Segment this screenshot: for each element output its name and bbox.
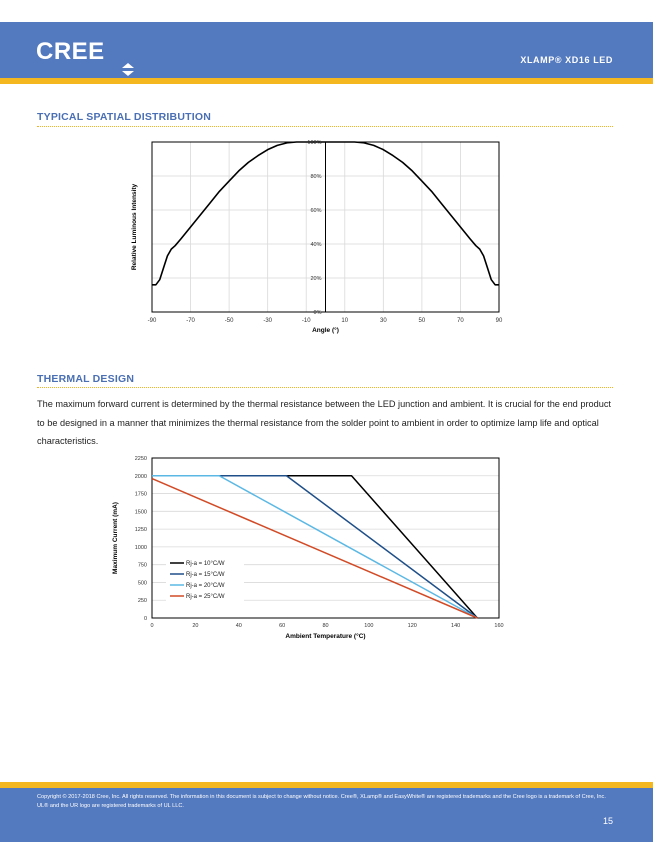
y-tick-label: 500	[137, 580, 147, 587]
section-title-spatial: TYPICAL SPATIAL DISTRIBUTION	[37, 111, 211, 123]
x-tick-label: 160	[494, 623, 504, 629]
y-tick-label: 2000	[134, 473, 147, 480]
y-tick-label: 750	[137, 562, 147, 569]
y-tick-label: 40%	[310, 242, 322, 248]
y-tick-label: 1500	[134, 509, 147, 516]
y-tick-label: 1000	[134, 544, 147, 551]
x-axis-label: Ambient Temperature (°C)	[285, 633, 366, 640]
y-tick-label: 2250	[134, 456, 147, 462]
thermal-derating-chart	[0, 450, 653, 650]
x-tick-label: -50	[224, 318, 234, 324]
page-number: 15	[602, 816, 613, 826]
y-axis-label: Relative Luminous Intensity	[131, 183, 138, 271]
x-tick-label: 20	[192, 623, 199, 629]
section-divider	[37, 387, 613, 388]
y-tick-label: 0%	[313, 310, 322, 316]
x-tick-label: 120	[407, 623, 417, 629]
x-tick-label: 80	[322, 623, 329, 629]
legend-label: Rj-a = 15°C/W	[186, 572, 225, 578]
cree-logo: CREE	[36, 38, 105, 65]
spatial-distribution-chart	[0, 130, 653, 370]
product-name: XLAMP® XD16 LED	[520, 55, 613, 65]
copyright-notice: Copyright © 2017-2018 Cree, Inc. All rights reserved. The information in this document is subject to change without notice. Cree®, XLamp® and EasyWhite® are registered trademarks and the Cree logo is a trademark of Cree, Inc. UL® and the UR logo are registered trademarks of UL LLC.	[37, 794, 606, 809]
legend-label: Rj-a = 10°C/W	[186, 561, 225, 567]
y-tick-label: 250	[137, 598, 147, 605]
header-stripe	[0, 78, 653, 84]
y-tick-label: 1250	[134, 527, 147, 534]
y-tick-label: 100%	[307, 140, 322, 146]
x-tick-label: -10	[301, 318, 311, 324]
x-axis-label: Angle (°)	[312, 327, 339, 334]
x-tick-label: -30	[263, 318, 273, 324]
x-tick-label: 100	[364, 623, 374, 629]
legend-label: Rj-a = 20°C/W	[186, 583, 225, 589]
header-band	[0, 22, 653, 78]
x-tick-label: -90	[147, 318, 157, 324]
x-tick-label: 0	[150, 623, 154, 629]
x-tick-label: 10	[341, 318, 349, 324]
y-tick-label: 20%	[310, 276, 322, 282]
y-tick-label: 80%	[310, 174, 322, 180]
x-tick-label: 30	[379, 318, 387, 324]
cree-logo-mark-icon	[121, 63, 135, 77]
y-axis-label: Maximum Current (mA)	[112, 502, 119, 574]
y-tick-label: 0	[143, 616, 147, 622]
x-tick-label: 140	[451, 623, 461, 629]
x-tick-label: 50	[418, 318, 426, 324]
x-tick-label: -70	[186, 318, 195, 324]
legend-label: Rj-a = 25°C/W	[186, 594, 225, 600]
y-tick-label: 60%	[310, 208, 322, 214]
thermal-paragraph: The maximum forward current is determined by the thermal resistance between the LED junction and ambient. It is crucial for the end product to be designed in a manner that minimizes the thermal resistance from the solder point to ambient in order to optimize lamp life and optical characteristics.	[37, 399, 611, 446]
x-tick-label: 70	[457, 318, 464, 324]
footer-band	[0, 782, 653, 842]
x-tick-label: 40	[235, 623, 242, 629]
footer-stripe	[0, 782, 653, 788]
x-tick-label: 60	[279, 623, 286, 629]
x-tick-label: 90	[495, 318, 503, 324]
section-title-thermal: THERMAL DESIGN	[37, 373, 135, 385]
section-divider	[37, 126, 613, 127]
y-tick-label: 1750	[134, 491, 147, 498]
